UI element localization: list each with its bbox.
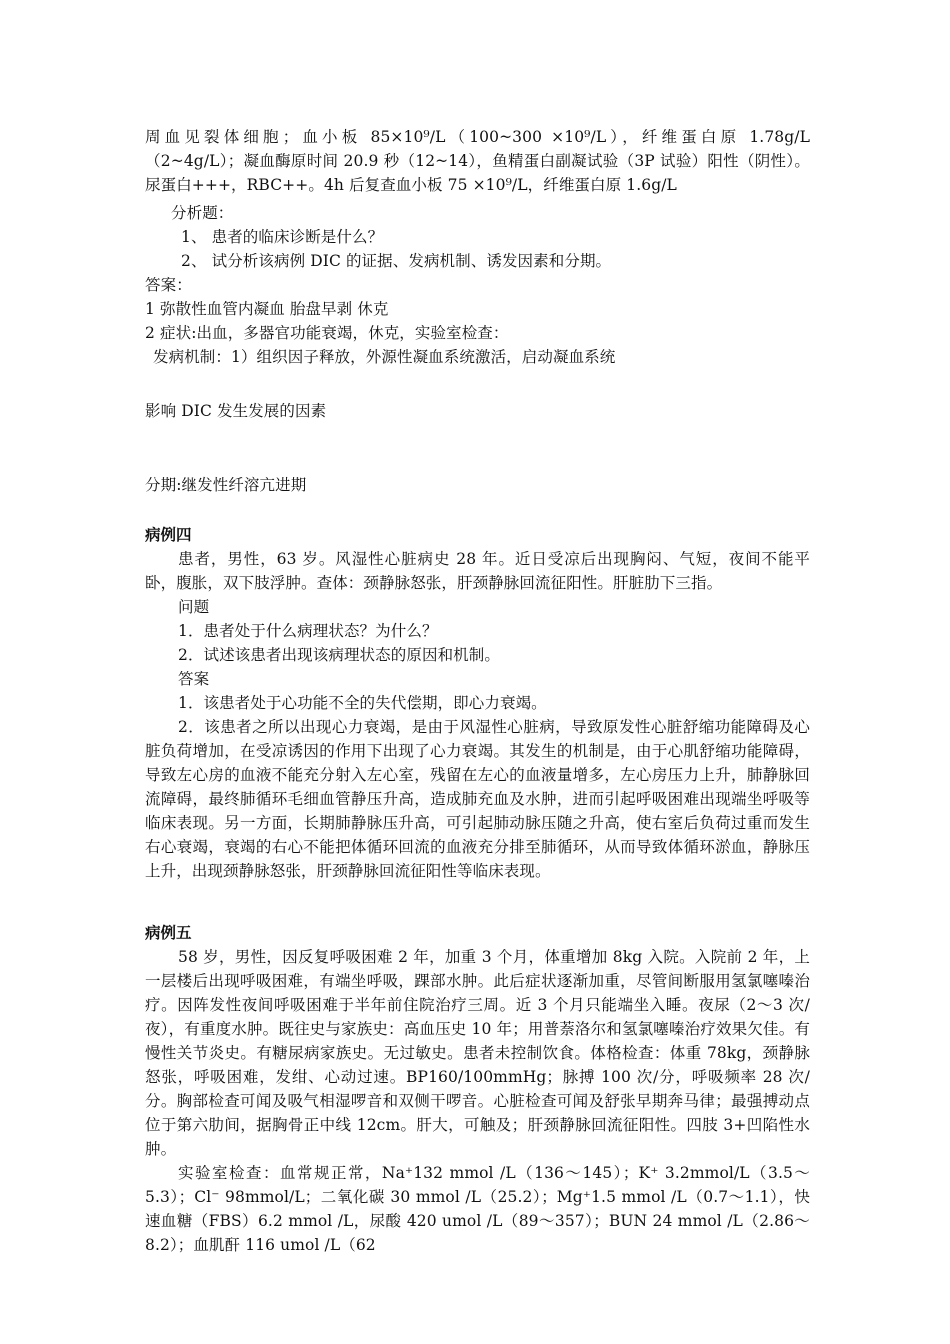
analysis-label: 分析题： [171,204,234,222]
question-2: 2、 试分析该病例 DIC 的证据、发病机制、诱发因素和分期。 [181,252,612,270]
case3-analysis [145,201,810,369]
answer-1: 1 弥散性血管内凝血 胎盘早剥 休克 [145,300,389,318]
case3-stage [145,473,810,497]
case5-description: 58 岁，男性，因反复呼吸困难 2 年，加重 3 个月，体重增加 8kg 入院。入院前 2 年，上一层楼后出现呼吸困难，有端坐呼吸，踝部水肿。此后症状逐渐加重，尽管间断服用氢氯噻嗪治疗。因阵发性夜间呼吸困难于半年前住院治疗三周。近 3 个月只能端坐入睡。夜尿（2～3 次/夜），有重度水肿。既往史与家族史：高血压史 10 年；用普萘洛尔和氢氯噻嗪治疗效果欠佳。有慢性关节炎史。有糖尿病家族史。无过敏史。患者未控制饮食。体格检查：体重 78kg，颈静脉怒张，呼吸困难，发绀、心动过速。BP160/100mmHg；脉搏 100 次/分，呼吸频率 28 次/分。胸部检查可闻及吸气相湿啰音和双侧干啰音。心脏检查可闻及舒张早期奔马律；最强搏动点位于第六肋间，据胸骨正中线 12cm。肝大，可触及；肝颈静脉回流征阳性。四肢 3+凹陷性水肿。 [145,948,810,1158]
answer-2: 2 症状:出血，多器官功能衰竭，休克，实验室检查： [145,324,509,342]
case3-factors [145,399,810,423]
case4-answer-label: 答案 [178,670,210,688]
answer-5: 分期:继发性纤溶亢进期 [145,476,307,494]
case4-section [145,523,810,883]
case5-title: 病例五 [145,923,192,942]
case4-question-label: 问题 [178,598,210,616]
answer-label: 答案： [145,276,192,294]
case4-question-1: 1．患者处于什么病理状态？为什么？ [178,622,438,640]
case4-question-2: 2．试述该患者出现该病理状态的原因和机制。 [178,646,500,664]
answer-4: 影响 DIC 发生发展的因素 [145,402,327,420]
case4-answer-1: 1．该患者处于心功能不全的失代偿期，即心力衰竭。 [178,694,547,712]
case5-lab: 实验室检查：血常规正常，Na⁺132 mmol /L（136～145）；K⁺ 3.2mmol/L（3.5～5.3）；Cl⁻ 98mmol/L；二氧化碳 30 mmol /L（25.2）；Mg⁺1.5 mmol /L（0.7～1.1），快速血糖（FBS）6.2 mmol /L，尿酸 420 umol /L（89～357）；BUN 24 mmol /L（2.86～8.2）；血肌酐 116 umol /L（62 [145,1164,810,1254]
question-1: 1、 患者的临床诊断是什么？ [181,228,384,246]
case4-title: 病例四 [145,525,192,544]
case3-text: 周血见裂体细胞；血小板 85×10⁹/L（100~300 ×10⁹/L），纤维蛋白原 1.78g/L（2~4g/L）；凝血酶原时间 20.9 秒（12~14），鱼精蛋白副凝试验（3P 试验）阳性（阴性）。尿蛋白+++，RBC++。4h 后复查血小板 75 ×10⁹/L，纤维蛋白原 1.6g/L [145,128,810,194]
case4-answer-2: 2．该患者之所以出现心力衰竭，是由于风湿性心脏病，导致原发性心脏舒缩功能障碍及心脏负荷增加，在受凉诱因的作用下出现了心力衰竭。其发生的机制是，由于心肌舒缩功能障碍，导致左心房的血液不能充分射入左心室，残留在左心的血液量增多，左心房压力上升，肺静脉回流障碍，最终肺循环毛细血管静压升高，造成肺充血及水肿，进而引起呼吸困难出现端坐呼吸等临床表现。另一方面，长期肺静脉压升高，可引起肺动脉压随之升高，使右室后负荷过重而发生右心衰竭，衰竭的右心不能把体循环回流的血液充分排至肺循环，从而导致体循环淤血，静脉压上升，出现颈静脉怒张，肝颈静脉回流征阳性等临床表现。 [145,718,810,880]
case3-lab-results [145,125,810,197]
case5-section [145,921,810,1257]
case4-description: 患者，男性，63 岁。风湿性心脏病史 28 年。近日受凉后出现胸闷、气短，夜间不能平卧，腹胀，双下肢浮肿。查体：颈静脉怒张，肝颈静脉回流征阳性。肝脏肋下三指。 [145,550,810,592]
answer-3: 发病机制：1）组织因子释放，外源性凝血系统激活，启动凝血系统 [153,348,616,366]
